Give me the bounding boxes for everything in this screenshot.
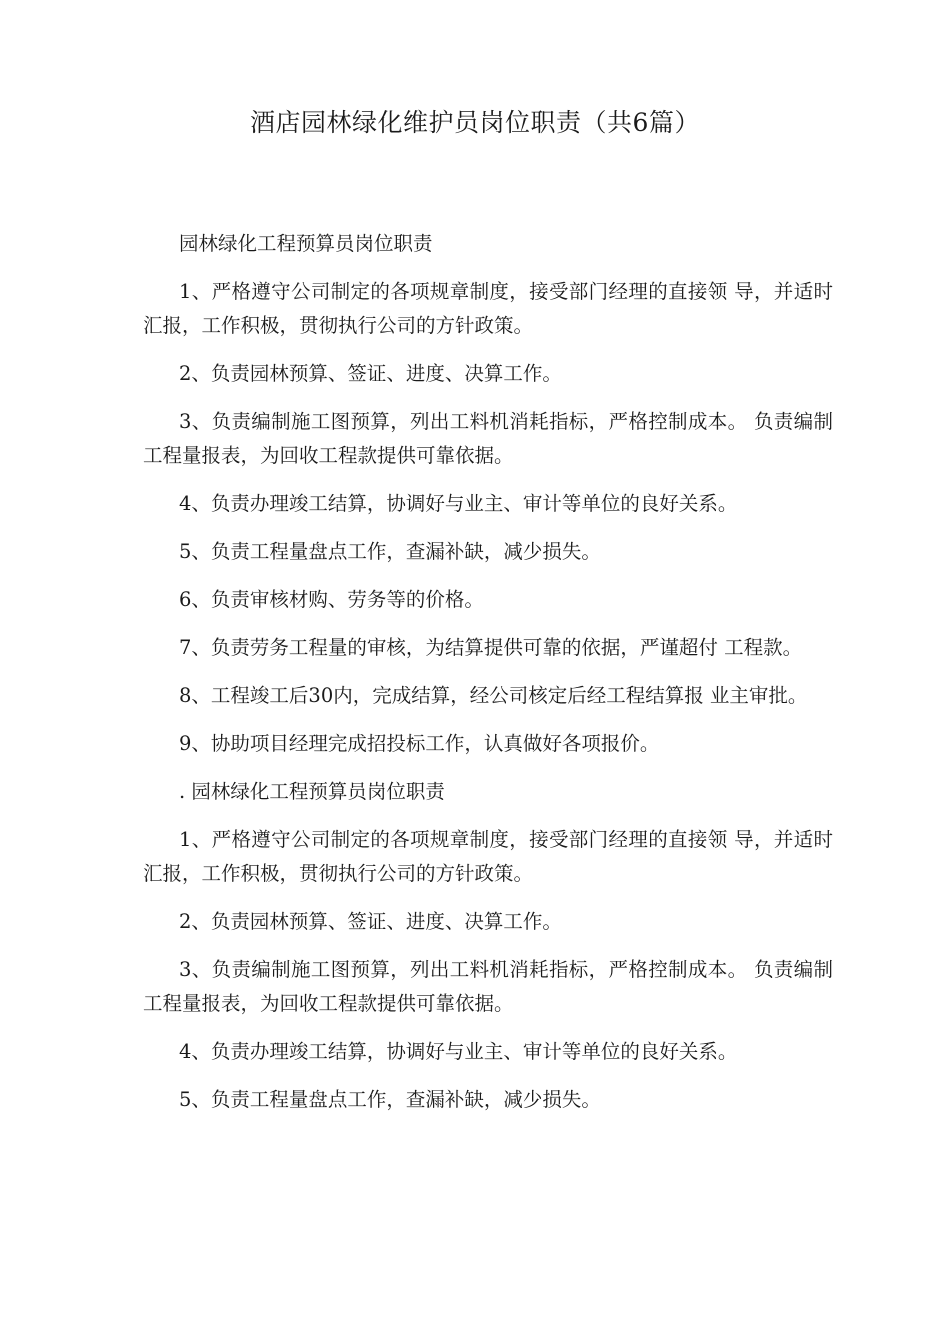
duty-item: 3、负责编制施工图预算，列出工料机消耗指标，严格控制成本。 负责编制工程量报表，为回收工程款提供可靠依据。 bbox=[143, 958, 833, 1015]
duty-item: 1、严格遵守公司制定的各项规章制度，接受部门经理的直接领 导，并适时汇报，工作积极，贯彻执行公司的方针政策。 bbox=[143, 280, 833, 337]
duty-item: 1、严格遵守公司制定的各项规章制度，接受部门经理的直接领 导，并适时汇报，工作积极，贯彻执行公司的方针政策。 bbox=[143, 828, 833, 885]
duty-item: 9、协助项目经理完成招投标工作，认真做好各项报价。 bbox=[179, 732, 660, 755]
duty-item: 5、负责工程量盘点工作，查漏补缺，减少损失。 bbox=[179, 1088, 601, 1111]
section-heading: 园林绿化工程预算员岗位职责 bbox=[179, 232, 433, 255]
document-body bbox=[143, 227, 833, 1131]
duty-item: 7、负责劳务工程量的审核，为结算提供可靠的依据，严谨超付 工程款。 bbox=[179, 636, 803, 659]
document-title: 酒店园林绿化维护员岗位职责（共6篇） bbox=[250, 108, 700, 137]
section-heading: . 园林绿化工程预算员岗位职责 bbox=[179, 780, 445, 803]
duty-item: 4、负责办理竣工结算，协调好与业主、审计等单位的良好关系。 bbox=[179, 1040, 738, 1063]
duty-item: 2、负责园林预算、签证、进度、决算工作。 bbox=[179, 910, 562, 933]
duty-item: 5、负责工程量盘点工作，查漏补缺，减少损失。 bbox=[179, 540, 601, 563]
duty-item: 2、负责园林预算、签证、进度、决算工作。 bbox=[179, 362, 562, 385]
duty-item: 8、工程竣工后30内，完成结算，经公司核定后经工程结算报 业主审批。 bbox=[179, 684, 808, 707]
duty-item: 4、负责办理竣工结算，协调好与业主、审计等单位的良好关系。 bbox=[179, 492, 738, 515]
duty-item: 3、负责编制施工图预算，列出工料机消耗指标，严格控制成本。 负责编制工程量报表，为回收工程款提供可靠依据。 bbox=[143, 410, 833, 467]
duty-item: 6、负责审核材购、劳务等的价格。 bbox=[179, 588, 484, 611]
